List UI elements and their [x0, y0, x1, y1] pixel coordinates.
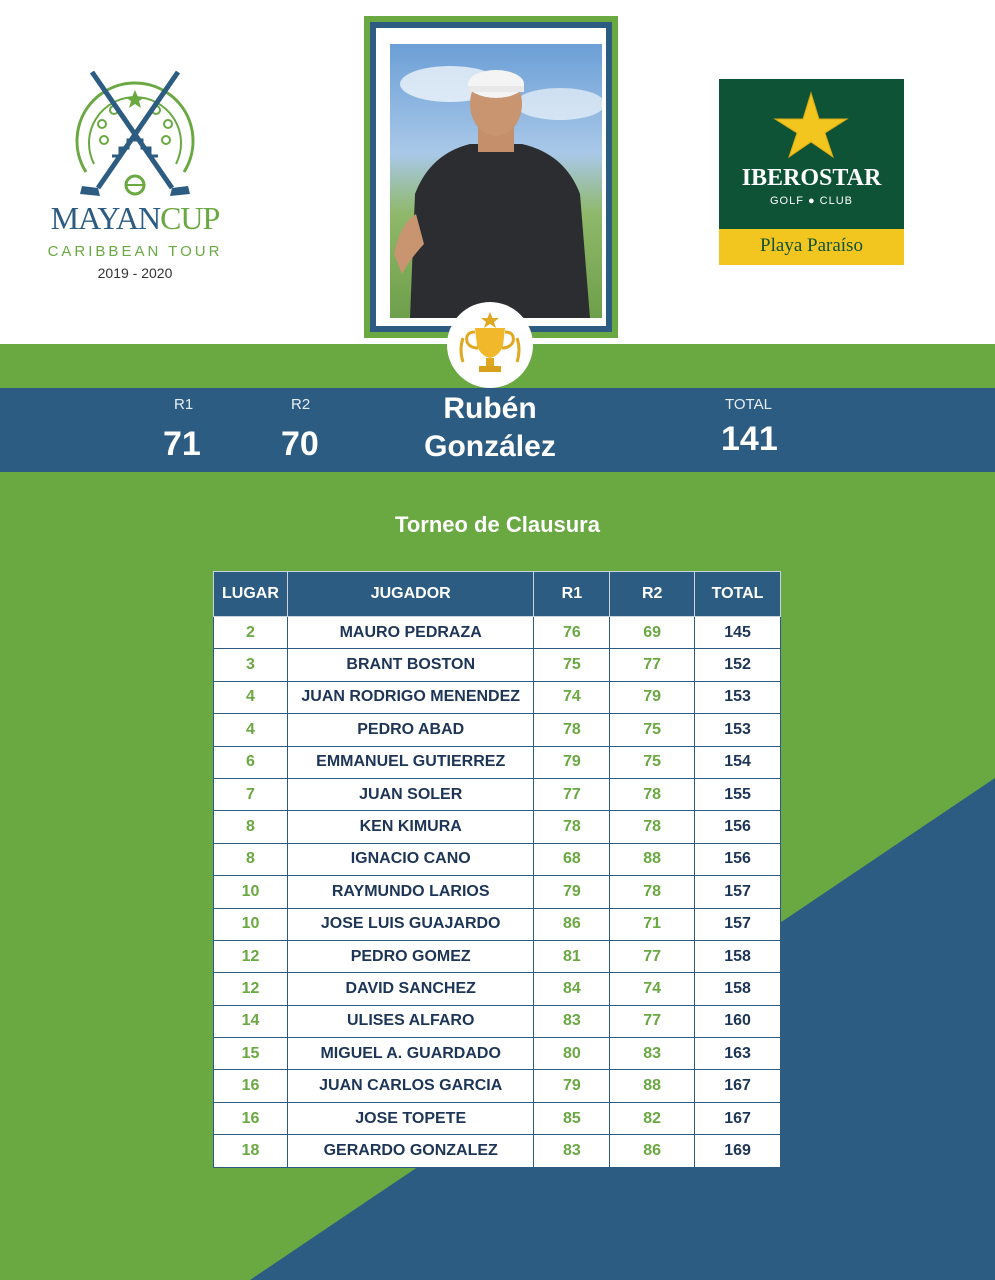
sponsor-sub: GOLF ● CLUB	[769, 195, 854, 207]
cell-position: 4	[214, 681, 288, 713]
cell-r1: 78	[534, 811, 610, 843]
cell-r2: 88	[610, 1070, 695, 1102]
cell-r2: 88	[610, 843, 695, 875]
cell-player: ULISES ALFARO	[287, 1005, 534, 1037]
winner-photo-frame	[364, 16, 618, 338]
cell-r1: 75	[534, 649, 610, 681]
table-row	[214, 1070, 781, 1102]
cell-r1: 80	[534, 1038, 610, 1070]
brand-years: 2019 - 2020	[97, 265, 173, 281]
crossed-clubs-icon	[30, 60, 240, 200]
cell-player: JUAN SOLER	[287, 778, 534, 810]
cell-player: JOSE TOPETE	[287, 1102, 534, 1134]
trophy-badge	[447, 302, 533, 388]
cell-player: GERARDO GONZALEZ	[287, 1135, 534, 1167]
sponsor-location: Playa Paraíso	[760, 235, 863, 256]
cell-r2: 71	[610, 908, 695, 940]
table-row	[214, 746, 781, 778]
cell-r2: 75	[610, 746, 695, 778]
cell-position: 2	[214, 617, 288, 649]
cell-player: EMMANUEL GUTIERREZ	[287, 746, 534, 778]
cell-total: 157	[695, 876, 781, 908]
cell-player: MAURO PEDRAZA	[287, 617, 534, 649]
cell-r2: 82	[610, 1102, 695, 1134]
cell-player: RAYMUNDO LARIOS	[287, 876, 534, 908]
table-row	[214, 1038, 781, 1070]
cell-player: PEDRO ABAD	[287, 714, 534, 746]
cell-total: 160	[695, 1005, 781, 1037]
r2-label: R2	[291, 396, 311, 413]
cell-total: 156	[695, 811, 781, 843]
r2-score: 70	[281, 425, 319, 463]
cell-position: 3	[214, 649, 288, 681]
total-score: 141	[721, 420, 778, 458]
cell-player: DAVID SANCHEZ	[287, 973, 534, 1005]
cell-position: 10	[214, 908, 288, 940]
cell-r1: 78	[534, 714, 610, 746]
winner-bar	[0, 388, 995, 472]
iberostar-logo	[719, 79, 904, 265]
r1-score: 71	[163, 425, 201, 463]
cell-total: 152	[695, 649, 781, 681]
sponsor-name: IBEROSTAR	[741, 165, 882, 191]
r1-label: R1	[174, 396, 194, 413]
cell-r1: 86	[534, 908, 610, 940]
cell-r1: 76	[534, 617, 610, 649]
cell-position: 16	[214, 1070, 288, 1102]
cell-player: IGNACIO CANO	[287, 843, 534, 875]
cell-total: 163	[695, 1038, 781, 1070]
cell-r1: 74	[534, 681, 610, 713]
table-row	[214, 973, 781, 1005]
cell-r2: 77	[610, 940, 695, 972]
cell-total: 167	[695, 1102, 781, 1134]
cell-total: 154	[695, 746, 781, 778]
cell-total: 155	[695, 778, 781, 810]
header-jugador: JUGADOR	[287, 572, 534, 617]
winner-last-name: González	[424, 430, 556, 463]
header-r2: R2	[610, 572, 695, 617]
cell-player: KEN KIMURA	[287, 811, 534, 843]
mayan-cup-logo	[30, 60, 240, 290]
cell-position: 4	[214, 714, 288, 746]
cell-position: 10	[214, 876, 288, 908]
winner-first-name: Rubén	[443, 392, 537, 425]
cell-position: 12	[214, 940, 288, 972]
cell-total: 167	[695, 1070, 781, 1102]
cell-r1: 68	[534, 843, 610, 875]
brand-subtitle: CARIBBEAN TOUR	[47, 243, 223, 260]
total-label: TOTAL	[725, 396, 772, 413]
cell-player: BRANT BOSTON	[287, 649, 534, 681]
cell-total: 156	[695, 843, 781, 875]
cell-total: 169	[695, 1135, 781, 1167]
starfish-icon	[719, 79, 904, 159]
table-row	[214, 714, 781, 746]
table-row	[214, 1005, 781, 1037]
cell-r1: 77	[534, 778, 610, 810]
header-lugar: LUGAR	[214, 572, 288, 617]
cell-r1: 79	[534, 746, 610, 778]
cell-r1: 84	[534, 973, 610, 1005]
table-row	[214, 876, 781, 908]
cell-r2: 86	[610, 1135, 695, 1167]
tournament-title: Torneo de Clausura	[395, 512, 600, 537]
table-header-row	[214, 572, 781, 617]
cell-r2: 79	[610, 681, 695, 713]
cell-r1: 83	[534, 1005, 610, 1037]
cell-position: 7	[214, 778, 288, 810]
cell-position: 6	[214, 746, 288, 778]
cell-r2: 78	[610, 811, 695, 843]
table-row	[214, 778, 781, 810]
cell-total: 157	[695, 908, 781, 940]
cell-total: 145	[695, 617, 781, 649]
cell-r2: 78	[610, 876, 695, 908]
cell-position: 12	[214, 973, 288, 1005]
cell-player: JUAN RODRIGO MENENDEZ	[287, 681, 534, 713]
table-row	[214, 843, 781, 875]
cell-r2: 77	[610, 1005, 695, 1037]
cell-position: 16	[214, 1102, 288, 1134]
table-row	[214, 681, 781, 713]
cell-player: MIGUEL A. GUARDADO	[287, 1038, 534, 1070]
winner-name	[390, 390, 590, 466]
golfer-photo	[390, 44, 602, 318]
cell-r2: 83	[610, 1038, 695, 1070]
cell-player: JUAN CARLOS GARCIA	[287, 1070, 534, 1102]
cell-position: 8	[214, 843, 288, 875]
cell-r1: 79	[534, 876, 610, 908]
cell-position: 8	[214, 811, 288, 843]
cell-r1: 79	[534, 1070, 610, 1102]
header-r1: R1	[534, 572, 610, 617]
cell-r1: 85	[534, 1102, 610, 1134]
table-row	[214, 617, 781, 649]
cell-r2: 77	[610, 649, 695, 681]
cell-position: 15	[214, 1038, 288, 1070]
header-total: TOTAL	[695, 572, 781, 617]
table-row	[214, 908, 781, 940]
cell-r2: 74	[610, 973, 695, 1005]
trophy-icon	[447, 302, 533, 388]
cell-player: JOSE LUIS GUAJARDO	[287, 908, 534, 940]
table-row	[214, 811, 781, 843]
cell-r1: 83	[534, 1135, 610, 1167]
cell-r2: 75	[610, 714, 695, 746]
cell-r2: 78	[610, 778, 695, 810]
cell-position: 18	[214, 1135, 288, 1167]
table-row	[214, 649, 781, 681]
brand-name: MAYANCUP	[50, 200, 220, 236]
cell-r2: 69	[610, 617, 695, 649]
cell-total: 153	[695, 714, 781, 746]
cell-total: 153	[695, 681, 781, 713]
cell-total: 158	[695, 940, 781, 972]
cell-player: PEDRO GOMEZ	[287, 940, 534, 972]
cell-r1: 81	[534, 940, 610, 972]
table-row	[214, 940, 781, 972]
results-table	[213, 571, 781, 1168]
cell-total: 158	[695, 973, 781, 1005]
table-row	[214, 1135, 781, 1167]
table-row	[214, 1102, 781, 1134]
cell-position: 14	[214, 1005, 288, 1037]
